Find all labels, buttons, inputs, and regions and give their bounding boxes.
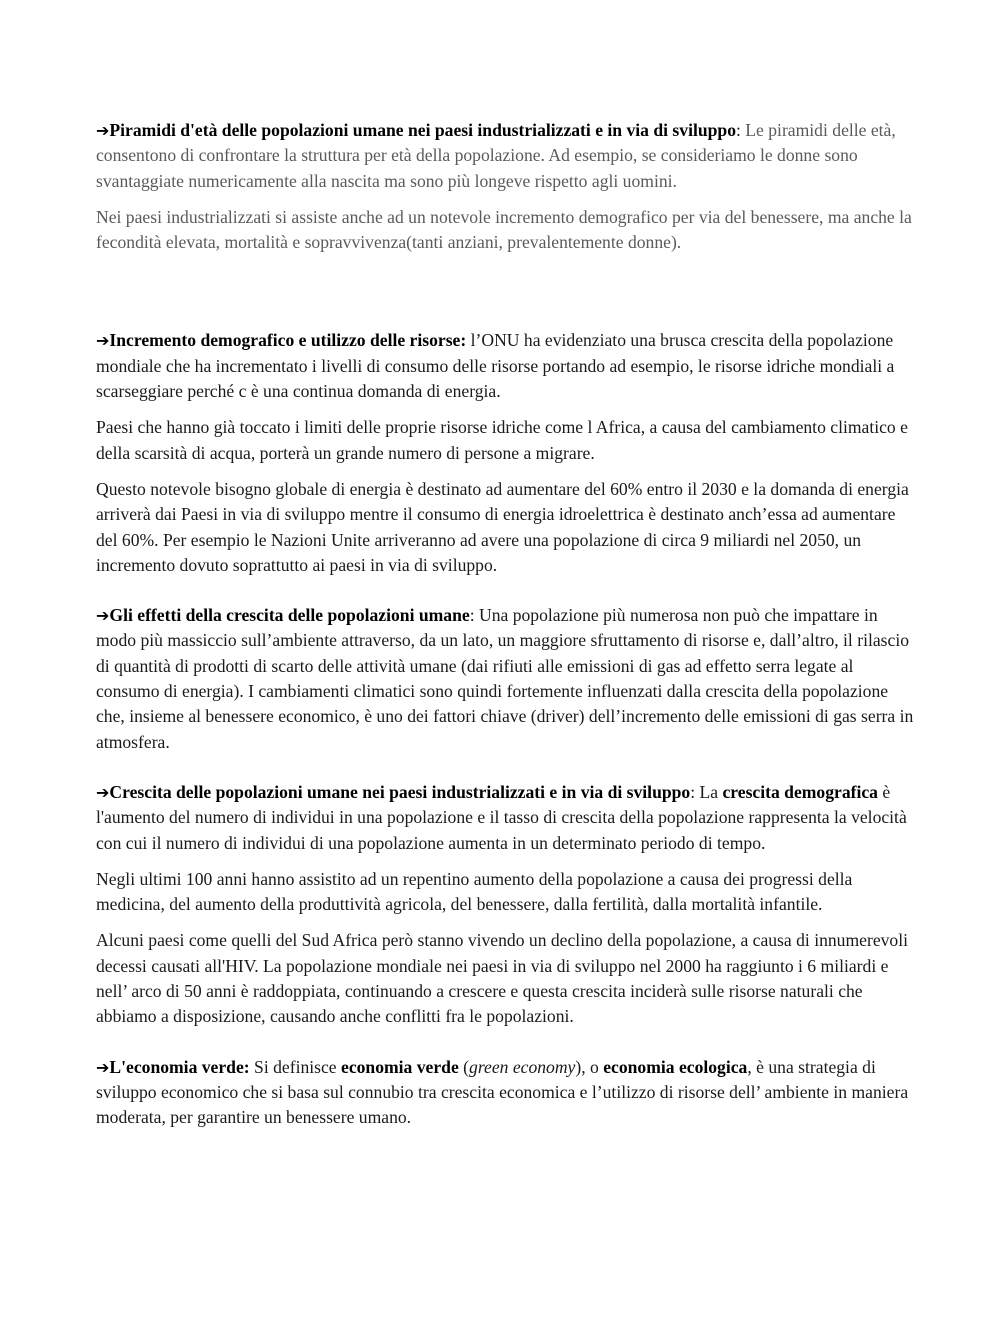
heading-separator: : La xyxy=(690,781,723,802)
section-piramidi xyxy=(96,118,916,255)
paragraph xyxy=(96,1055,916,1131)
section-effetti xyxy=(96,603,916,755)
key-term: crescita demografica xyxy=(722,781,878,802)
key-term: economia ecologica xyxy=(603,1056,748,1077)
arrow-icon: ➔ xyxy=(96,782,110,802)
paragraph-text: : Una popolazione più numerosa non può che impattare in modo più massiccio sull’ambiente attraverso, da un lato, un maggiore sfruttamento di risorse e, dall’altro, il rilascio di quantità di prodotti di scarto delle attività umane (dai rifiuti alle emissioni di gas ad effetto serra legate al consumo di energia). I cambiamenti climatici sono quindi fortemente influenzati dalla crescita della popolazione che, insieme al benessere economico, è uno dei fattori chiave (driver) dell’incremento delle emissioni di gas serra in atmosfera. xyxy=(96,605,914,752)
paragraph-text: Si definisce xyxy=(249,1056,342,1077)
section-heading: Gli effetti della crescita delle popolazioni umane xyxy=(109,605,470,626)
paragraph: Alcuni paesi come quelli del Sud Africa però stanno vivendo un declino della popolazione, a causa di innumerevoli decessi causati all'HIV. La popolazione mondiale nei paesi in via di sviluppo nel 2000 ha raggiunto i 6 miliardi e nell’ arco di 50 anni è raddoppiata, continuando a crescere e questa crescita inciderà sulle risorse naturali che abbiamo a disposizione, causando anche conflitti fra le popolazioni. xyxy=(96,930,909,1027)
paragraph-text: l’ONU ha evidenziato una brusca crescita della popolazione mondiale che ha incrementato i livelli di consumo delle risorse portando ad esempio, le risorse idriche mondiali a scarseggiare perché c è una continua domanda di energia. xyxy=(96,330,895,402)
arrow-icon: ➔ xyxy=(96,606,110,626)
section-crescita xyxy=(96,780,916,1030)
paragraph: Negli ultimi 100 anni hanno assistito ad un repentino aumento della popolazione a causa dei progressi della medicina, del aumento della produttività agricola, del benessere, dalla fertilità, dalla mortalità infantile. xyxy=(96,868,853,915)
arrow-icon: ➔ xyxy=(96,1057,110,1077)
arrow-icon: ➔ xyxy=(96,331,110,351)
heading-separator: : xyxy=(736,120,741,140)
paragraph-text: ), o xyxy=(575,1056,604,1077)
arrow-icon: ➔ xyxy=(96,121,110,140)
paragraph xyxy=(96,780,916,856)
section-heading: Piramidi d'età delle popolazioni umane nei paesi industrializzati e in via di sviluppo xyxy=(109,120,737,140)
paragraph-text: è l'aumento del numero di individui in una popolazione e il tasso di crescita della popolazione rappresenta la velocità con cui il numero di individui di una popolazione aumenta in un determinato periodo di tempo. xyxy=(96,781,907,853)
section-economia-verde xyxy=(96,1055,916,1131)
paragraph xyxy=(96,328,916,404)
paragraph-text: ( xyxy=(458,1056,470,1077)
paragraph xyxy=(96,603,916,755)
section-incremento xyxy=(96,328,916,578)
paragraph: Questo notevole bisogno globale di energia è destinato ad aumentare del 60% entro il 2030 e la domanda di energia arriverà dai Paesi in via di sviluppo mentre il consumo di energia idroelettrica è destinato anch’essa ad aumentare del 60%. Per esempio le Nazioni Unite arriveranno ad avere una popolazione di circa 9 miliardi nel 2050, un incremento dovuto soprattutto ai paesi in via di sviluppo. xyxy=(96,478,909,575)
paragraph xyxy=(96,118,916,194)
paragraph-text: Le piramidi delle età, consentono di confrontare la struttura per età della popolazione. Ad esempio, se consideriamo le donne sono svantaggiate numericamente alla nascita ma sono più longeve rispetto agli uomini. xyxy=(96,120,896,191)
paragraph: Nei paesi industrializzati si assiste anche ad un notevole incremento demografico per via del benessere, ma anche la fecondità elevata, mortalità e sopravvivenza(tanti anziani, prevalentemente donne). xyxy=(96,206,912,253)
paragraph: Paesi che hanno già toccato i limiti delle proprie risorse idriche come l Africa, a causa del cambiamento climatico e della scarsità di acqua, porterà un grande numero di persone a migrare. xyxy=(96,417,908,463)
key-term: economia verde xyxy=(341,1056,459,1077)
section-heading: Crescita delle popolazioni umane nei paesi industrializzati e in via di sviluppo xyxy=(109,781,691,802)
paragraph-text: , è una strategia di sviluppo economico che si basa sul connubio tra crescita economica e l’utilizzo di risorse dell’ ambiente in maniera moderata, per garantire un benessere umano. xyxy=(96,1056,909,1128)
key-term-italic: green economy xyxy=(469,1056,576,1077)
document-page xyxy=(96,118,916,1142)
section-heading: L'economia verde: xyxy=(109,1056,250,1077)
section-heading: Incremento demografico e utilizzo delle risorse: xyxy=(109,330,467,351)
